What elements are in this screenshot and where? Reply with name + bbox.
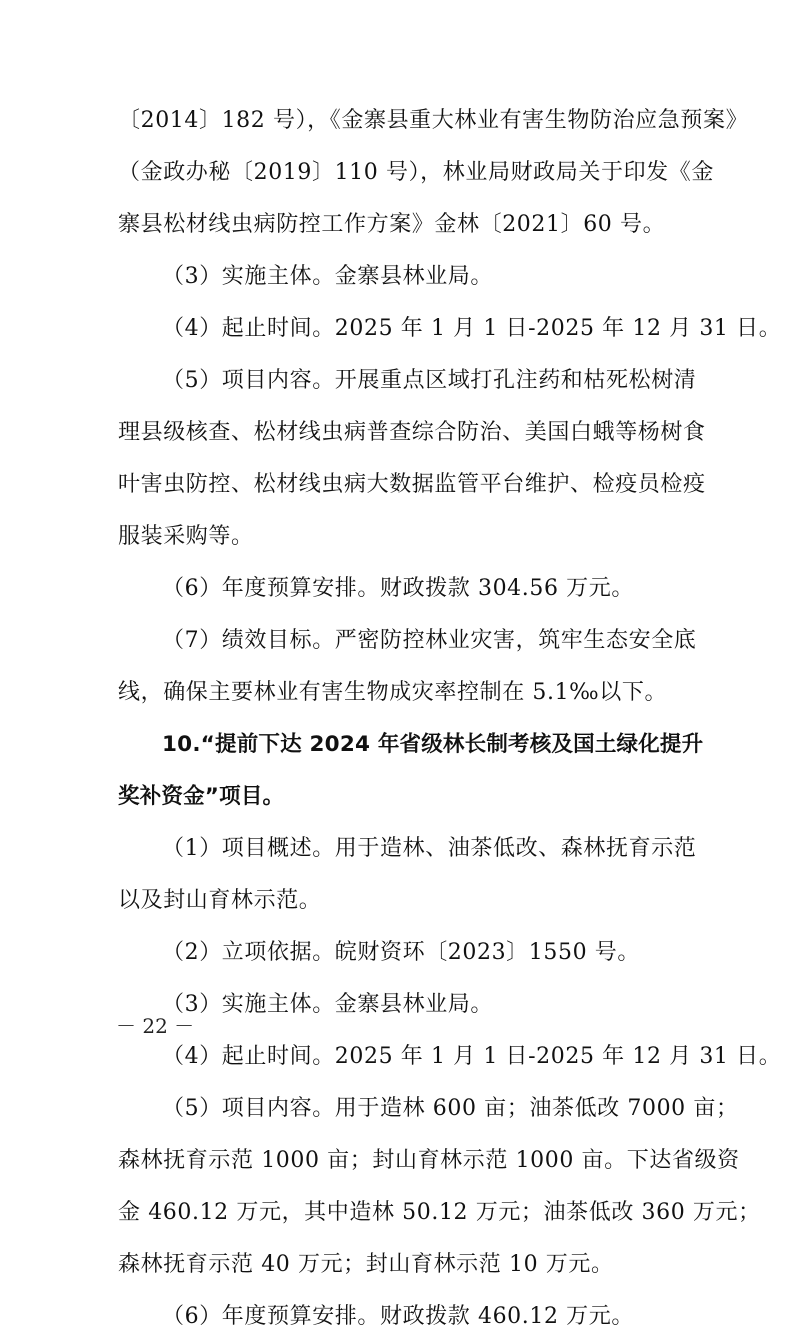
paragraph-line: （4）起止时间。2025 年 1 月 1 日-2025 年 12 月 31 日。 xyxy=(162,1044,782,1069)
document-body xyxy=(118,95,782,1343)
section-heading-continued: 奖补资金”项目。 xyxy=(118,784,285,809)
paragraph-line: （5）项目内容。开展重点区域打孔注药和枯死松树清 xyxy=(162,368,697,393)
text-line: 金 460.12 万元，其中造林 50.12 万元；油茶低改 360 万元； xyxy=(118,1200,761,1225)
paragraph-line: （6）年度预算安排。财政拨款 304.56 万元。 xyxy=(162,576,634,601)
text-line: （金政办秘〔2019〕110 号），林业局财政局关于印发《金 xyxy=(118,160,714,185)
text-line: 寨县松材线虫病防控工作方案》金林〔2021〕60 号。 xyxy=(118,212,666,237)
text-line: 理县级核查、松材线虫病普查综合防治、美国白蛾等杨树食 xyxy=(118,420,706,445)
paragraph-line: （2）立项依据。皖财资环〔2023〕1550 号。 xyxy=(162,940,640,965)
paragraph-line: （4）起止时间。2025 年 1 月 1 日-2025 年 12 月 31 日。 xyxy=(162,316,782,341)
text-line: 〔2014〕182 号），《金寨县重大林业有害生物防治应急预案》 xyxy=(118,108,749,133)
paragraph-line: （3）实施主体。金寨县林业局。 xyxy=(162,264,493,289)
paragraph-line: （6）年度预算安排。财政拨款 460.12 万元。 xyxy=(162,1304,634,1329)
paragraph-line: （3）实施主体。金寨县林业局。 xyxy=(162,992,493,1017)
paragraph-line: （1）项目概述。用于造林、油茶低改、森林抚育示范 xyxy=(162,836,697,861)
text-line: 以及封山育林示范。 xyxy=(118,888,322,913)
paragraph-line: （5）项目内容。用于造林 600 亩；油茶低改 7000 亩； xyxy=(162,1096,739,1121)
section-heading: 10.“提前下达 2024 年省级林长制考核及国土绿化提升 xyxy=(162,732,704,757)
text-line: 森林抚育示范 40 万元；封山育林示范 10 万元。 xyxy=(118,1252,614,1277)
text-line: 线，确保主要林业有害生物成灾率控制在 5.1‰以下。 xyxy=(118,680,668,705)
text-line: 森林抚育示范 1000 亩；封山育林示范 1000 亩。下达省级资 xyxy=(118,1148,740,1173)
page-number: － 22 － xyxy=(116,1014,195,1038)
paragraph-line: （7）绩效目标。严密防控林业灾害，筑牢生态安全底 xyxy=(162,628,697,653)
text-line: 服装采购等。 xyxy=(118,524,254,549)
text-line: 叶害虫防控、松材线虫病大数据监管平台维护、检疫员检疫 xyxy=(118,472,706,497)
